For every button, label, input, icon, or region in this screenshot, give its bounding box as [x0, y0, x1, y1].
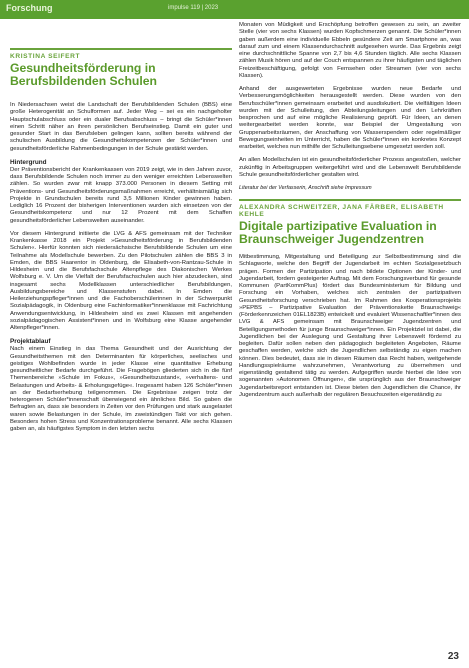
right-column — [239, 22, 461, 405]
literature-note: Literatur bei der Verfasserin, Anschrift siehe Impressum — [239, 185, 372, 191]
paragraph: Der Präventionsbericht der Krankenkassen von 2019 zeigt, wie in den Jahren zuvor, dass Berufsbildende Schulen noch immer zu den weniger erreichten Lebenswelten zählen. So wurden zwar mit knapp 373.000 Personen in diesem Setting mit Präventions- und Gesundheitsförderungsmaßnahmen erreicht, verhältnismäßig sich Projekte in Grundschulen bereits rund 3,5 Millionen Kinder gewinnen haben. Lediglich 16 Prozent der bisherigen Interventionen wurden sich einsetzen von der Gesundheitskompetenz und nur 12 Prozent mit dem Schaffen gesundheitsförderlicher Lebenswelten auseinander. — [10, 166, 232, 224]
section-heading: Projektablauf — [10, 338, 51, 346]
issue-label: impulse 119 | 2023 — [168, 5, 219, 11]
section-heading: Hintergrund — [10, 158, 47, 166]
paragraph: Anhand der ausgewerteten Ergebnisse wurden neue Bedarfe und Verbesserungsmöglichkeiten herausgestellt werden. Diese wurden von den Berufsschüler*innen gemeinsam erarbeitet und ausdiskutiert. Die vielfältigen Ideen wurden mit der Schulleitung, den Abteilungsleitungen und den Lehrkräften besprochen und auf eine mögliche Realisierung geprüft. Für Ideen, an denen weitergearbeitet werden konnte, war Beispiel der Umgestaltung von Gruppenarbeitsräumen, der Anschaffung von Wasserspendern oder regelmäßiger Bewegungseinheiten im Unterricht, haben die Schüler*innen ein konkretes Konzept erarbeitet, welches nun mithilfe der Schulleitungsebene umgesetzt werden soll. — [239, 86, 461, 150]
paragraph: An allen Modellschulen ist ein gesundheitsförderlicher Prozess angestoßen, welcher zukünftig in Arbeitsgruppen weitergeführt wird und die Lebenswelt Berufsbildende Schule gesundheitsförderlicher gestalten wird. — [239, 157, 461, 178]
section-header-bar — [0, 0, 469, 19]
paragraph: Monaten von Müdigkeit und Erschöpfung betroffen gewesen zu sein, an zweiter Stelle (vier von sechs Klassen) wurden Kopfschmerzen genannt. Die Schüler*innen gaben außerdem eine individuelle Ebbeln gesündere Zeit am Smartphone an, was darauf zum und einem Klassendurchschnitt aufgesehen wurde. Das Ergebnis zeigt eine durchschnittliche Spanne von 2,7 bis 4,6 Stunden täglich. Alle sechs Klassen zählen Musik hören und auf der Couch entspannen zu ihrer häufigsten und täglichen Freizeitbeschäftigung, gefolgt von Fernsehen oder Streamen (vier von sechs Klassen). — [239, 22, 461, 79]
paragraph: Mitbestimmung, Mitgestaltung und Beteiligung zur Selbstbestimmung sind die Schlagworte, welche den Begriff der Jugendarbeit im echten Sozialgesetzbuch prägen. Formen der Partizipation und nach bildete Optionen der Kinder- und Jugendarbeit, fordern gesteigerter Auftrag. Mit dem Forschungsverbund für gesunde Kommunen (PartKommPlus) fördert das Bundesministerium für Bildung und Forschung ein Vorhaben, welches sich zentralen der partizipativen Gesundheitsforschung verschrieben hat. Im Rahmen des Kooperationsprojekts »PEPBS – Partizipative Evaluation der Präventionskette Braunschweig« (Förderkennzeichen 01EL1823B) entwickelt und evaluiert Wissenschaftler*innen des LVG & AFS gemeinsam mit Braunschweiger Jugendzentren und Beteiligungsmethoden für junge Braunschweiger*innen. Ein Projektziel ist dabei, die Jugendlichen bei der Auslegung und Gestaltung ihrer Lebenswelt fördernd zu begleiten. Dafür sollen neben den pädagogisch begleiteten Angeboten, Räume geschaffen werden, welche sich die Jugendlichen selbständig zu eigen machen können. Dies bedeutet, dass sie in diesen Räumen das Recht haben, weitgehende Handlungsspielräume wahrzunehmen, Verantwortung zu übernehmen und eigenständig gestaltend tätig zu werden. Aufgegriffen wurde hierbei die Idee von sogenannten »Autonomen Öffnungen«, die ursprünglich aus der Braunschweiger Jugendarbeitsreport entstanden ist. Diese bieten den Jugendlichen die Chance, ihr Jugendzentrum auch außerhalb der regulären Besuchszeiten eigenständig zu — [239, 254, 461, 398]
paragraph: Nach einem Einstieg in das Thema Gesundheit und der Ausrichtung der Gesundheitsthemen mit den Determinanten für körperliches, seelisches und geistiges Wohlbefinden wurde in jeder Klasse eine quantitative Erhebung gesundheitlicher Bedarfe durchgeführt. Die Fragebögen gliederten sich in die fünf Themenbereiche »Schule im Fokus«, »Gesundheitszustand«, »verhaltens- und Belastungen und Arbeits- & Erholungsgefüge«. Insgesamt haben 126 Schüler*innen an der Bedarfserhebung teilgenommen. Die Ergebnisse zeigen trotz der heterogenen Schüler*innenschaft überwiegend ein ähnliches Bild. So gaben die Befragten an, dass sie besonders in Zeiten vor den Prüfungen und stark ausgelastet waren sowie Belastungen in der Schule, im zweistündigen Takt vor sich gehen. Besonders hohen Stress und Konzentrationsprobleme benannt. Alle sechs Klassen gaben an, als häufigstes Symptom in den letzten sechs — [10, 346, 232, 432]
article-author: KRISTINA SEIFERT — [10, 48, 232, 60]
article-intro: In Niedersachsen weist die Landschaft der Berufsbildenden Schulen (BBS) eine große Heterogenität an Schulformen auf. Jeder Weg – sei es ein nachgeholter Hauptschulabschluss oder ein dualer Berufsabschluss – bringt die Schüler*innen einen Schritt näher an ihren persönlichen Berufseinstieg. Damit ein guter und gesunder Start in das Berufsleben gelingen kann, sollten bereits während der schulischen Ausbildung die Gesundheitskompetenzen der Schüler*innen und gesundheitsförderliche Rahmenbedingungen in der Schule gestärkt werden. — [10, 102, 232, 152]
paragraph: Vor diesem Hintergrund initiierte die LVG & AFS gemeinsam mit der Techniker Krankenkasse 2018 ein Projekt »Gesundheitsförderung in Berufsbildenden Schulen«. Hierfür konnten sich niedersächsische Berufsbildende Schulen um eine Teilnahme als Modellschule bewerben. Zu den Pilotschulen zählen die BBS 3 in Emden, die BBS Haarentor in Oldenburg, die Elisabeth-von-Rantzau-Schule in Hildesheim und die Berufsfachschule Altenpflege des Diakonischen Werkes Wolfsburg e. V. Um die Vielfalt der Berufsfachschulen auch hier abzudecken, sind insgesamt sechs Modellklassen unterschiedlicher Berufsbildungen, Ausbildungsbereiche und Klassenstufen dabei. In Emden die Heilerziehungspfleger*innen und die Fachoberschülerinnen in der Schwerpunkt Sozialpädagogik, in Oldenburg eine Fachinformatiker*innenklasse mit Fachrichtung Anwendungsentwicklung, in Hildesheim sind es zwei Klassen mit angehenden sozialpädagogischen Assistent*innen und in Wolfsburg eine Klasse angehender Altenpfleger*innen. — [10, 230, 232, 331]
article-title: Digitale partizipative Evaluation in Braunschweiger Jugendzentren — [239, 219, 437, 246]
article-title: Gesundheitsförderung in Berufsbildenden Schulen — [10, 61, 157, 88]
article-author: ALEXANDRA SCHWEITZER, JANA FÄRBER, ELISABETH KEHLE — [239, 204, 444, 218]
section-label: Forschung — [6, 3, 53, 13]
page-number: 23 — [447, 651, 459, 662]
left-column — [10, 22, 232, 439]
article-divider — [239, 199, 461, 201]
